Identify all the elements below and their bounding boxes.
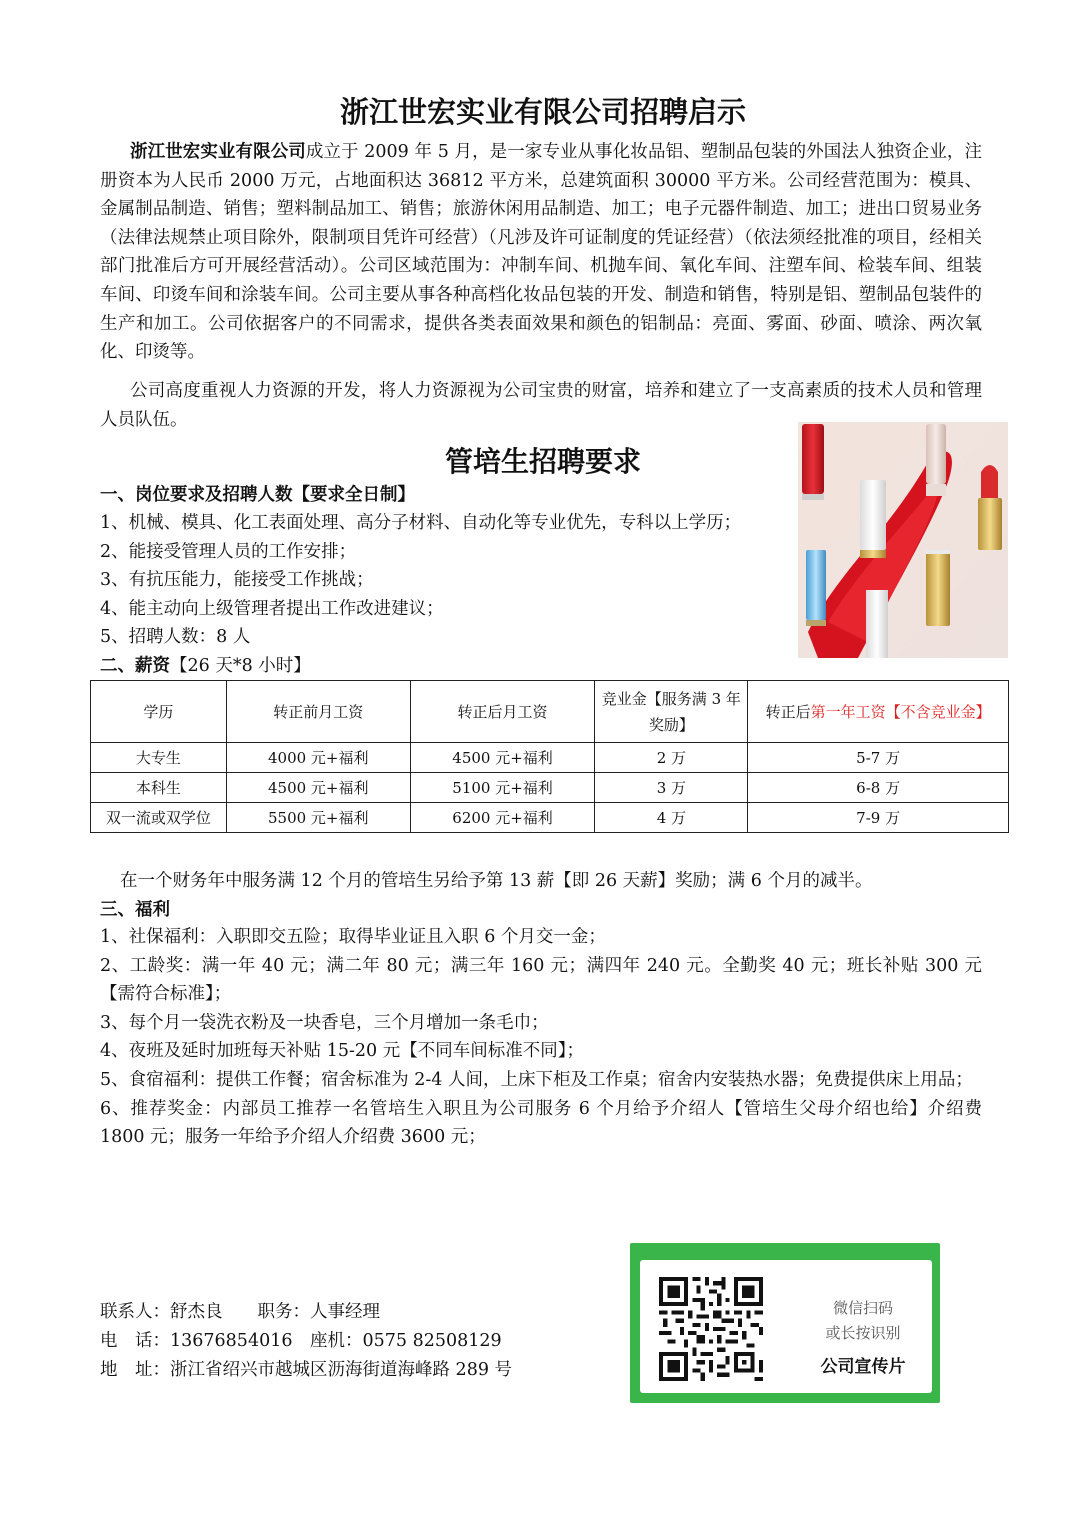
lipstick-product-image: [798, 422, 1008, 658]
section3-heading: 三、福利: [100, 900, 170, 920]
cell-education: 大专生: [91, 743, 227, 773]
section-title: 管培生招聘要求: [444, 445, 641, 478]
table-row: [91, 743, 1009, 773]
cell-first-year: 7-9 万: [748, 803, 1009, 833]
header-first-year-b: 第一年工资: [810, 702, 886, 721]
contact-phone: 电 话：13676854016 座机：0575 82508129: [100, 1331, 502, 1351]
table-header-row: [91, 681, 1009, 743]
section2-heading: [100, 652, 311, 677]
list-item: 1、机械、模具、化工表面处理、高分子材料、自动化等专业优先，专科以上学历；: [100, 513, 742, 533]
contact-address: 地 址：浙江省绍兴市越城区沥海街道海峰路 289 号: [100, 1360, 513, 1380]
table-row: [91, 773, 1009, 803]
cell-before: 4000 元+福利: [226, 743, 410, 773]
section2-heading-detail: 【26 天*8 小时】: [170, 656, 311, 676]
qr-code-icon[interactable]: [659, 1277, 763, 1381]
qr-video-label: 公司宣传片: [820, 1357, 906, 1377]
cell-after: 6200 元+福利: [410, 803, 595, 833]
company-name: 浙江世宏实业有限公司: [130, 142, 306, 162]
cell-before: 4500 元+福利: [226, 773, 410, 803]
cell-first-year: 6-8 万: [748, 773, 1009, 803]
contact-person: 联系人：舒杰良 职务：人事经理: [100, 1302, 380, 1322]
header-first-year-a: 转正后: [765, 702, 811, 721]
cell-after: 5100 元+福利: [410, 773, 595, 803]
qr-card[interactable]: [630, 1243, 940, 1403]
header-after: 转正后月工资: [410, 681, 595, 743]
intro-paragraph: [100, 138, 982, 367]
cell-first-year: 5-7 万: [748, 743, 1009, 773]
qr-press-label: 或长按识别: [825, 1324, 901, 1342]
list-item: 4、夜班及延时加班每天补贴 15-20 元【不同车间标准不同】；: [100, 1041, 584, 1062]
section1-heading: 一、岗位要求及招聘人数【要求全日制】: [100, 485, 415, 505]
qr-card-inner: [640, 1260, 932, 1393]
list-item: 5、招聘人数：8 人: [100, 627, 251, 648]
cell-bonus: 4 万: [595, 803, 748, 833]
cell-after: 4500 元+福利: [410, 743, 595, 773]
requirements-list: [100, 509, 790, 652]
header-bonus: 竞业金【服务满 3 年奖励】: [595, 681, 748, 743]
salary-table: [90, 680, 1009, 833]
cell-education: 本科生: [91, 773, 227, 803]
cell-bonus: 2 万: [595, 743, 748, 773]
header-first-year-c: 【不含竞业金】: [885, 702, 991, 721]
list-item: 3、有抗压能力，能接受工作挑战；: [100, 570, 374, 591]
table-row: [91, 803, 1009, 833]
list-item: 3、每个月一袋洗衣粉及一块香皂，三个月增加一条毛巾；: [100, 1012, 549, 1033]
header-first-year: [748, 681, 1009, 743]
cell-before: 5500 元+福利: [226, 803, 410, 833]
benefits-list: [100, 923, 982, 1152]
cell-bonus: 3 万: [595, 773, 748, 803]
bonus-note: 在一个财务年中服务满 12 个月的管培生另给予第 13 薪【即 26 天薪】奖励；满 6 个月的减半。: [120, 871, 873, 891]
list-item: 2、工龄奖：满一年 40 元；满二年 80 元；满三年 160 元；满四年 240 元。全勤奖 40 元；班长补贴 300 元【需符合标准】；: [100, 955, 982, 1005]
list-item: 4、能主动向上级管理者提出工作改进建议；: [100, 598, 444, 619]
section2-heading-bold: 二、薪资: [100, 656, 170, 676]
header-before: 转正前月工资: [226, 681, 410, 743]
cell-education: 双一流或双学位: [91, 803, 227, 833]
list-item: 6、推荐奖金：内部员工推荐一名管培生入职且为公司服务 6 个月给予介绍人【管培生父母介绍也给】介绍费 1800 元；服务一年给予介绍人介绍费 3600 元；: [100, 1098, 982, 1148]
list-item: 2、能接受管理人员的工作安排；: [100, 541, 357, 562]
hr-paragraph: 公司高度重视人力资源的开发，将人力资源视为公司宝贵的财富，培养和建立了一支高素质的技术人员和管理人员队伍。: [100, 381, 982, 430]
list-item: 5、食宿福利：提供工作餐；宿舍标准为 2-4 人间，上床下柜及工作桌；宿舍内安装热水器；免费提供床上用品；: [100, 1069, 973, 1090]
list-item: 1、社保福利：入职即交五险；取得毕业证且入职 6 个月交一金；: [100, 927, 606, 947]
intro-text: 成立于 2009 年 5 月，是一家专业从事化妆品铝、塑制品包装的外国法人独资企业，注册资本为人民币 2000 万元，占地面积达 36812 平方米，总建筑面积 30000 平方米。公司经营范围为：模具、金属制品制造、销售；塑料制品加工、销售；旅游休闲用品制造、加工；电子元器件制造、加工；进出口贸易业务（法律法规禁止项目除外，限制项目凭许可经营）（凡涉及许可证制度的凭证经营）（依法须经批准的项目，经相关部门批准后方可开展经营活动）。公司区域范围为：冲制车间、机抛车间、氧化车间、注塑车间、检装车间、组装车间、印烫车间和涂装车间。公司主要从事各种高档化妆品包装的开发、制造和销售，特别是铝、塑制品包装件的生产和加工。公司依据客户的不同需求，提供各类表面效果和颜色的铝制品：亮面、雾面、砂面、喷涂、两次氧化、印烫等。: [100, 142, 983, 363]
qr-scan-label: 微信扫码: [832, 1299, 893, 1317]
page-title: 浙江世宏实业有限公司招聘启示: [339, 95, 746, 129]
header-education: 学历: [91, 681, 227, 743]
